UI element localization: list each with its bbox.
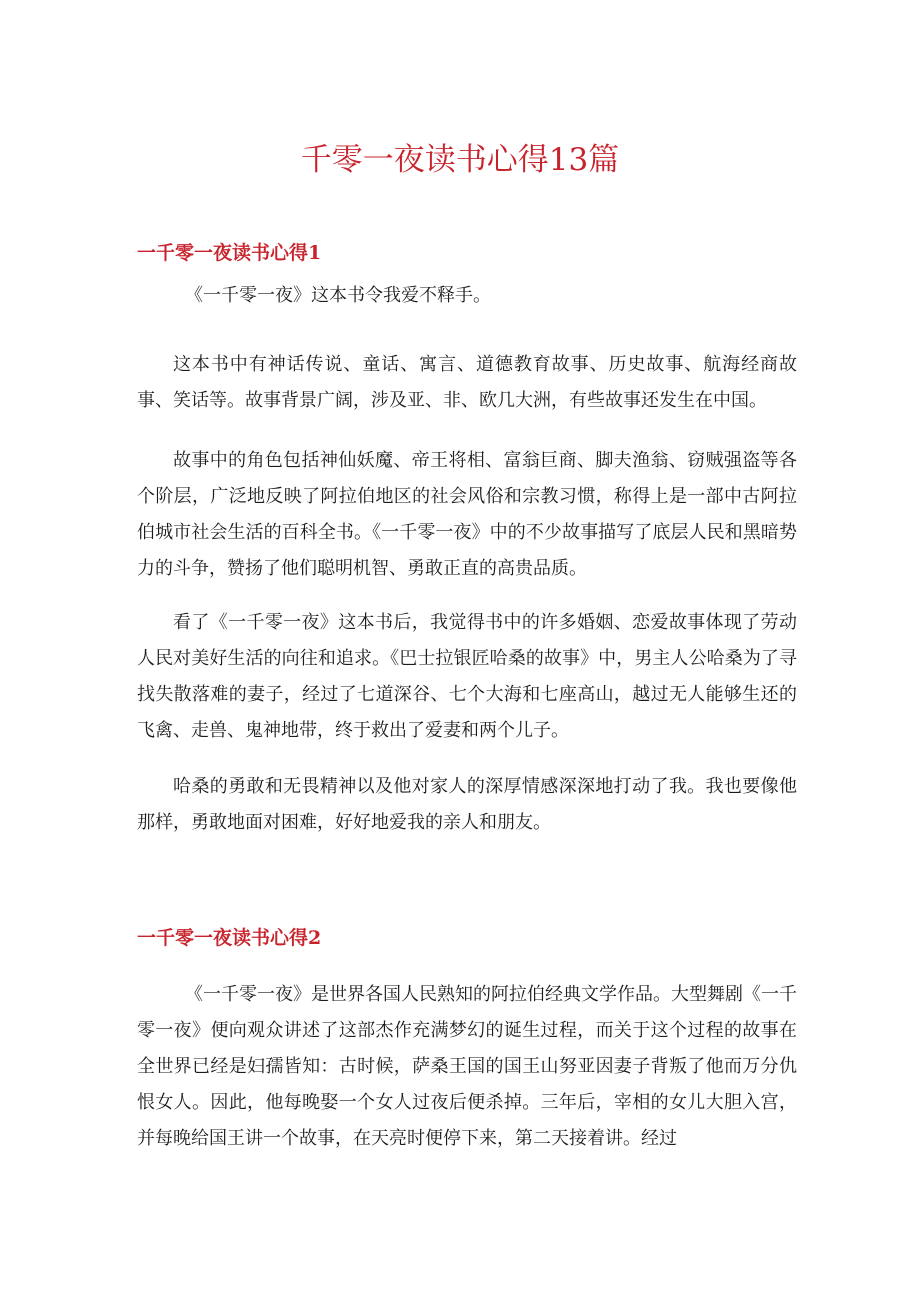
paragraph: 看了《一千零一夜》这本书后，我觉得书中的许多婚姻、恋爱故事体现了劳动人民对美好生活的向往和追求。《巴士拉银匠哈桑的故事》中，男主人公哈桑为了寻找失散落难的妻子，经过了七道深谷、七个大海和七座高山，越过无人能够生还的飞禽、走兽、鬼神地带，终于救出了爱妻和两个儿子。	[137, 612, 797, 741]
paragraph: 《一千零一夜》这本书令我爱不释手。	[185, 285, 491, 306]
paragraph: 《一千零一夜》是世界各国人民熟知的阿拉伯经典文学作品。大型舞剧《一千零一夜》便向观众讲述了这部杰作充满梦幻的诞生过程，而关于这个过程的故事在全世界已经是妇孺皆知：古时候，萨桑王国的国王山努亚因妻子背叛了他而万分仇恨女人。因此，他每晚娶一个女人过夜后便杀掉。三年后，宰相的女儿大胆入宫，并每晚给国王讲一个故事，在天亮时便停下来，第二天接着讲。经过	[137, 984, 797, 1149]
section-heading-1: 一千零一夜读书心得1	[137, 242, 322, 264]
paragraph: 故事中的角色包括神仙妖魔、帝王将相、富翁巨商、脚夫渔翁、窃贼强盗等各个阶层，广泛地反映了阿拉伯地区的社会风俗和宗教习惯，称得上是一部中古阿拉伯城市社会生活的百科全书。《一千零一夜》中的不少故事描写了底层人民和黑暗势力的斗争，赞扬了他们聪明机智、勇敢正直的高贵品质。	[137, 450, 797, 579]
page-title: 千零一夜读书心得13篇	[300, 142, 620, 178]
section-heading-2: 一千零一夜读书心得2	[137, 927, 322, 949]
paragraph: 哈桑的勇敢和无畏精神以及他对家人的深厚情感深深地打动了我。我也要像他那样，勇敢地面对困难，好好地爱我的亲人和朋友。	[137, 776, 797, 833]
paragraph: 这本书中有神话传说、童话、寓言、道德教育故事、历史故事、航海经商故事、笑话等。故事背景广阔，涉及亚、非、欧几大洲，有些故事还发生在中国。	[137, 354, 797, 411]
